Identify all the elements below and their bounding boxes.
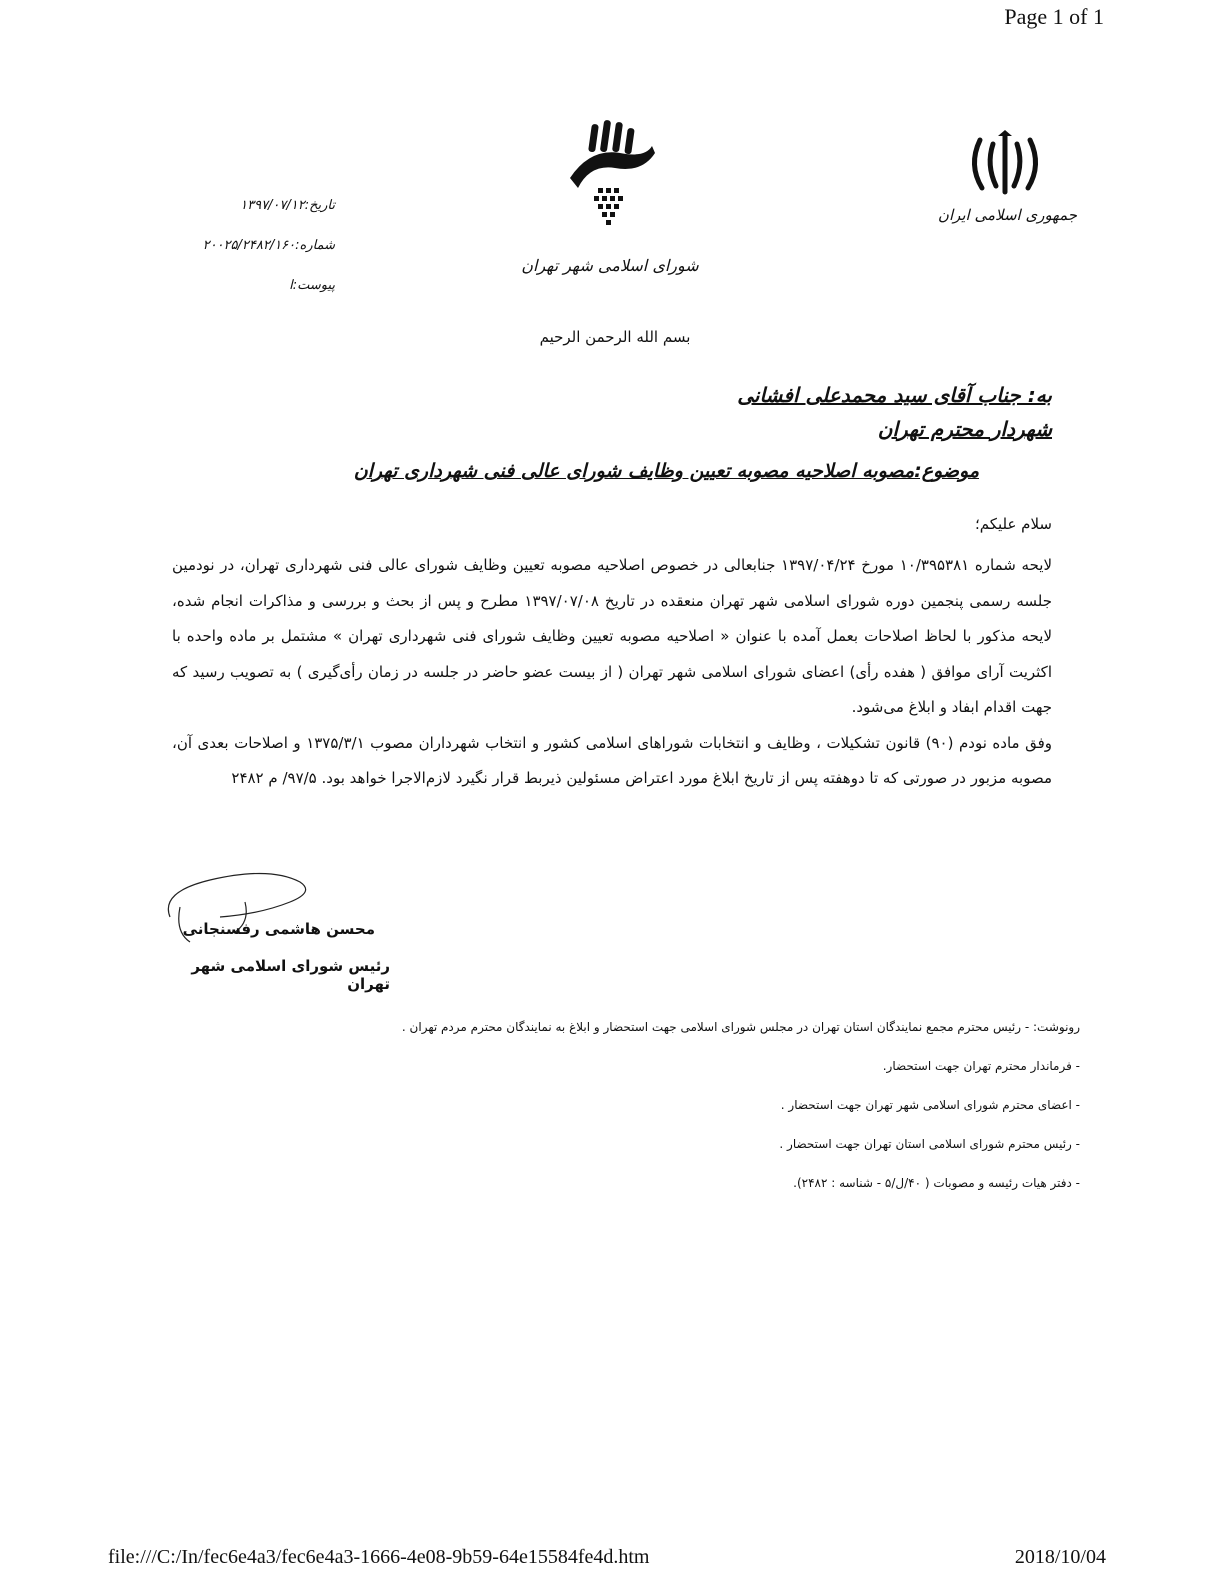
recipient-name: به: جناب آقای سید محمدعلی افشانی (737, 383, 1052, 407)
body-paragraph-1: لایحه شماره ۱۰/۳۹۵۳۸۱ مورخ ۱۳۹۷/۰۴/۲۴ جنابعالی در خصوص اصلاحیه مصوبه تعیین وظایف شورای عالی فنی شهرداری تهران، در نودمین جلسه رسمی پنجمین دوره شورای اسلامی شهر تهران منعقده در تاریخ ۱۳۹۷/۰۷/۰۸ مطرح و پس از بحث و بررسی و مذاکرات انجام شده، لایحه مذکور با لحاظ اصلاحات بعمل آمده با عنوان « اصلاحیه مصوبه تعیین وظایف شورای فنی شهرداری تهران » مشتمل بر ماده واحده با اکثریت آرای موافق ( هفده رأی) اعضای شورای اسلامی شهر تهران ( از بیست عضو حاضر در جلسه در زمان رأی‌گیری ) به تصویب رسید که جهت اقدام ابفاد و ابلاغ می‌شود. (172, 556, 1052, 716)
iran-emblem-icon (960, 130, 1050, 200)
cc-line-4: - رئیس محترم شورای اسلامی استان تهران جهت استحضار . (779, 1137, 1080, 1151)
signatory-name: محسن هاشمی رفسنجانی (182, 920, 375, 938)
letter-number: شماره:۲۰۰۲۵/۲۴۸۲/۱۶۰ (202, 238, 335, 253)
cc-line-2: - فرماندار محترم تهران جهت استحضار. (882, 1059, 1080, 1073)
letter-attachment: پیوست:ا (289, 278, 335, 293)
print-date: 2018/10/04 (1014, 1546, 1106, 1568)
bismillah: بسم الله الرحمن الرحیم (539, 328, 691, 346)
recipient-block (737, 378, 1052, 446)
letter-body (172, 548, 1052, 797)
council-logo-caption: شورای اسلامی شهر تهران (521, 256, 699, 275)
cc-line-3: - اعضای محترم شورای اسلامی شهر تهران جهت استحضار . (780, 1098, 1080, 1112)
cc-line-5: - دفتر هیات رئیسه و مصوبات ( ۴۰/ل/۵ - شناسه : ۲۴۸۲). (793, 1176, 1080, 1190)
signatory-title: رئیس شورای اسلامی شهر تهران (191, 957, 390, 993)
letter-subject: موضوع:مصوبه اصلاحیه مصوبه تعیین وظایف شورای عالی فنی شهرداری تهران (353, 460, 979, 482)
iran-emblem-caption: جمهوری اسلامی ایران (937, 206, 1078, 224)
letter-date: تاریخ:۱۳۹۷/۰۷/۱۲ (240, 198, 335, 213)
body-paragraph-2: وفق ماده نودم (۹۰) قانون تشکیلات ، وظایف و انتخابات شوراهای اسلامی کشور و انتخاب شهرداران مصوب ۱۳۷۵/۳/۱ و اصلاحات بعدی آن، مصوبه مزبور در صورتی که تا دوهفته پس از تاریخ ابلاغ مورد اعتراض مسئولین ذیربط قرار نگیرد لازم‌الاجرا خواهد بود. ۹۷/۵/ م ۲۴۸۲ (172, 733, 1052, 787)
council-logo-icon (560, 118, 660, 238)
cc-list (360, 1008, 1080, 1203)
signature-scribble-icon (150, 862, 320, 952)
recipient-title: شهردار محترم تهران (877, 417, 1052, 441)
letter-meta (160, 186, 335, 306)
file-url: file:///C:/In/fec6e4a3/fec6e4a3-1666-4e08-9b59-64e15584fe4d.htm (108, 1546, 650, 1568)
cc-line-1: رونوشت: - رئیس محترم مجمع نمایندگان استان تهران در مجلس شورای اسلامی جهت استحضار و ابلاغ به نمایندگان محترم مردم تهران . (401, 1020, 1080, 1034)
greeting: سلام علیکم؛ (974, 515, 1052, 533)
page-indicator: Page 1 of 1 (1004, 4, 1104, 29)
